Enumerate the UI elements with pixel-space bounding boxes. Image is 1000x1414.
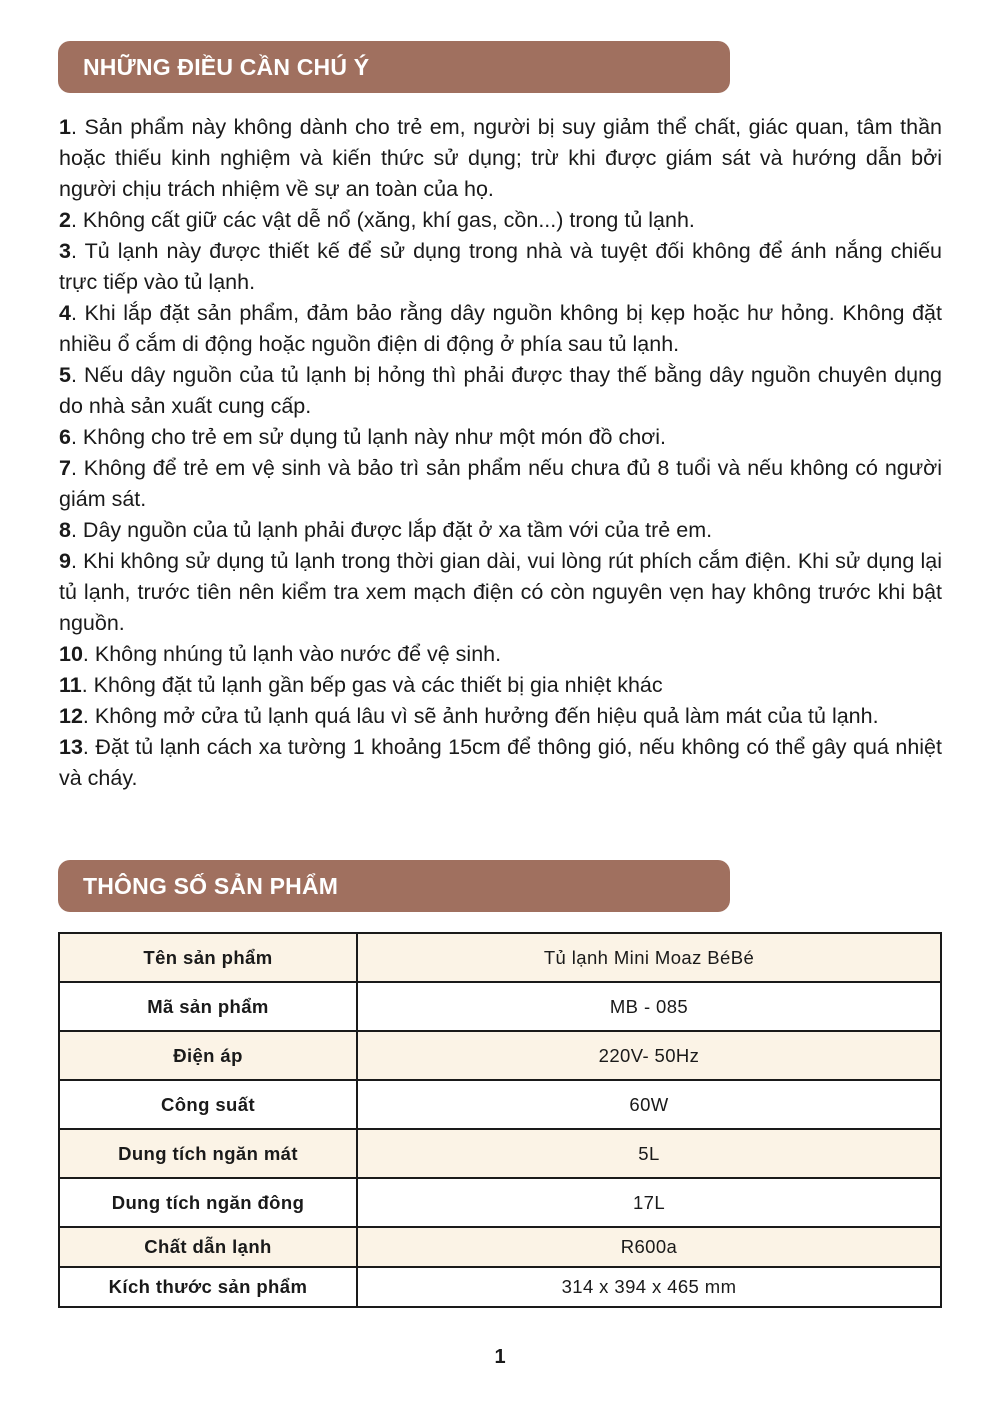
spec-label: Chất dẫn lạnh: [59, 1227, 357, 1267]
item-text: . Sản phẩm này không dành cho trẻ em, người bị suy giảm thể chất, giác quan, tâm thần hoặc thiếu kinh nghiệm và kiến thức sử dụng; trừ khi được giám sát và hướng dẫn bởi người chịu trách nhiệm về sự an toàn của họ.: [59, 115, 942, 201]
item-number: 8: [59, 518, 71, 542]
warnings-title: NHỮNG ĐIỀU CẦN CHÚ Ý: [83, 53, 370, 80]
table-row: [59, 1031, 941, 1080]
list-item: [59, 205, 942, 236]
spec-label: Kích thước sản phẩm: [59, 1267, 357, 1307]
spec-value: MB - 085: [357, 982, 941, 1031]
item-text: . Tủ lạnh này được thiết kế để sử dụng trong nhà và tuyệt đối không để ánh nắng chiếu trực tiếp vào tủ lạnh.: [59, 239, 942, 294]
spec-label: Điện áp: [59, 1031, 357, 1080]
table-row: [59, 1227, 941, 1267]
item-number: 5: [59, 363, 71, 387]
item-text: . Khi không sử dụng tủ lạnh trong thời gian dài, vui lòng rút phích cắm điện. Khi sử dụng lại tủ lạnh, trước tiên nên kiểm tra xem mạch điện có còn nguyên vẹn hay không trước khi bật nguồn.: [59, 549, 942, 635]
spec-value: 220V- 50Hz: [357, 1031, 941, 1080]
item-number: 11: [59, 673, 82, 697]
item-number: 6: [59, 425, 71, 449]
item-text: . Dây nguồn của tủ lạnh phải được lắp đặt ở xa tầm với của trẻ em.: [70, 518, 713, 542]
item-text: . Không cất giữ các vật dễ nổ (xăng, khí gas, cồn...) trong tủ lạnh.: [70, 208, 695, 232]
spec-value: Tủ lạnh Mini Moaz BéBé: [357, 933, 941, 982]
item-text: . Đặt tủ lạnh cách xa tường 1 khoảng 15cm để thông gió, nếu không có thể gây quá nhiệt và cháy.: [59, 735, 942, 790]
spec-label: Tên sản phẩm: [59, 933, 357, 982]
item-number: 10: [59, 642, 83, 666]
item-text: . Không cho trẻ em sử dụng tủ lạnh này như một món đồ chơi.: [70, 425, 667, 449]
page-number: 1: [494, 1346, 506, 1368]
item-number: 9: [59, 549, 71, 573]
item-text: . Khi lắp đặt sản phẩm, đảm bảo rằng dây nguồn không bị kẹp hoặc hư hỏng. Không đặt nhiều ổ cắm di động hoặc nguồn điện di động ở phía sau tủ lạnh.: [59, 301, 942, 356]
table-row: [59, 1178, 941, 1227]
list-item: [59, 453, 942, 515]
spec-value: 5L: [357, 1129, 941, 1178]
spec-value: 60W: [357, 1080, 941, 1129]
list-item: [59, 515, 942, 546]
item-number: 4: [59, 301, 71, 325]
list-item: [59, 670, 942, 701]
spec-label: Mã sản phẩm: [59, 982, 357, 1031]
item-number: 1: [59, 115, 71, 139]
list-item: [59, 546, 942, 639]
item-text: . Không để trẻ em vệ sinh và bảo trì sản phẩm nếu chưa đủ 8 tuổi và nếu không có người giám sát.: [59, 456, 942, 511]
item-number: 2: [59, 208, 71, 232]
warnings-list: [59, 112, 942, 794]
table-row: [59, 982, 941, 1031]
list-item: [59, 360, 942, 422]
spec-value: 314 x 394 x 465 mm: [357, 1267, 941, 1307]
table-row: [59, 1080, 941, 1129]
spec-label: Công suất: [59, 1080, 357, 1129]
item-text: . Nếu dây nguồn của tủ lạnh bị hỏng thì phải được thay thế bằng dây nguồn chuyên dụng do nhà sản xuất cung cấp.: [59, 363, 942, 418]
list-item: [59, 701, 942, 732]
item-number: 13: [59, 735, 83, 759]
item-number: 12: [59, 704, 83, 728]
item-number: 7: [59, 456, 71, 480]
spec-value: R600a: [357, 1227, 941, 1267]
specs-table: [58, 932, 942, 1308]
item-text: . Không đặt tủ lạnh gần bếp gas và các thiết bị gia nhiệt khác: [81, 673, 663, 697]
table-row: [59, 933, 941, 982]
list-item: [59, 422, 942, 453]
specs-section-header: [58, 860, 730, 912]
warnings-section-header: [58, 41, 730, 93]
list-item: [59, 236, 942, 298]
item-text: . Không mở cửa tủ lạnh quá lâu vì sẽ ảnh hưởng đến hiệu quả làm mát của tủ lạnh.: [82, 704, 879, 728]
spec-value: 17L: [357, 1178, 941, 1227]
list-item: [59, 732, 942, 794]
item-text: . Không nhúng tủ lạnh vào nước để vệ sinh.: [82, 642, 502, 666]
table-row: [59, 1129, 941, 1178]
spec-label: Dung tích ngăn mát: [59, 1129, 357, 1178]
list-item: [59, 112, 942, 205]
item-number: 3: [59, 239, 71, 263]
list-item: [59, 639, 942, 670]
list-item: [59, 298, 942, 360]
spec-label: Dung tích ngăn đông: [59, 1178, 357, 1227]
table-row: [59, 1267, 941, 1307]
specs-title: THÔNG SỐ SẢN PHẨM: [83, 872, 339, 899]
